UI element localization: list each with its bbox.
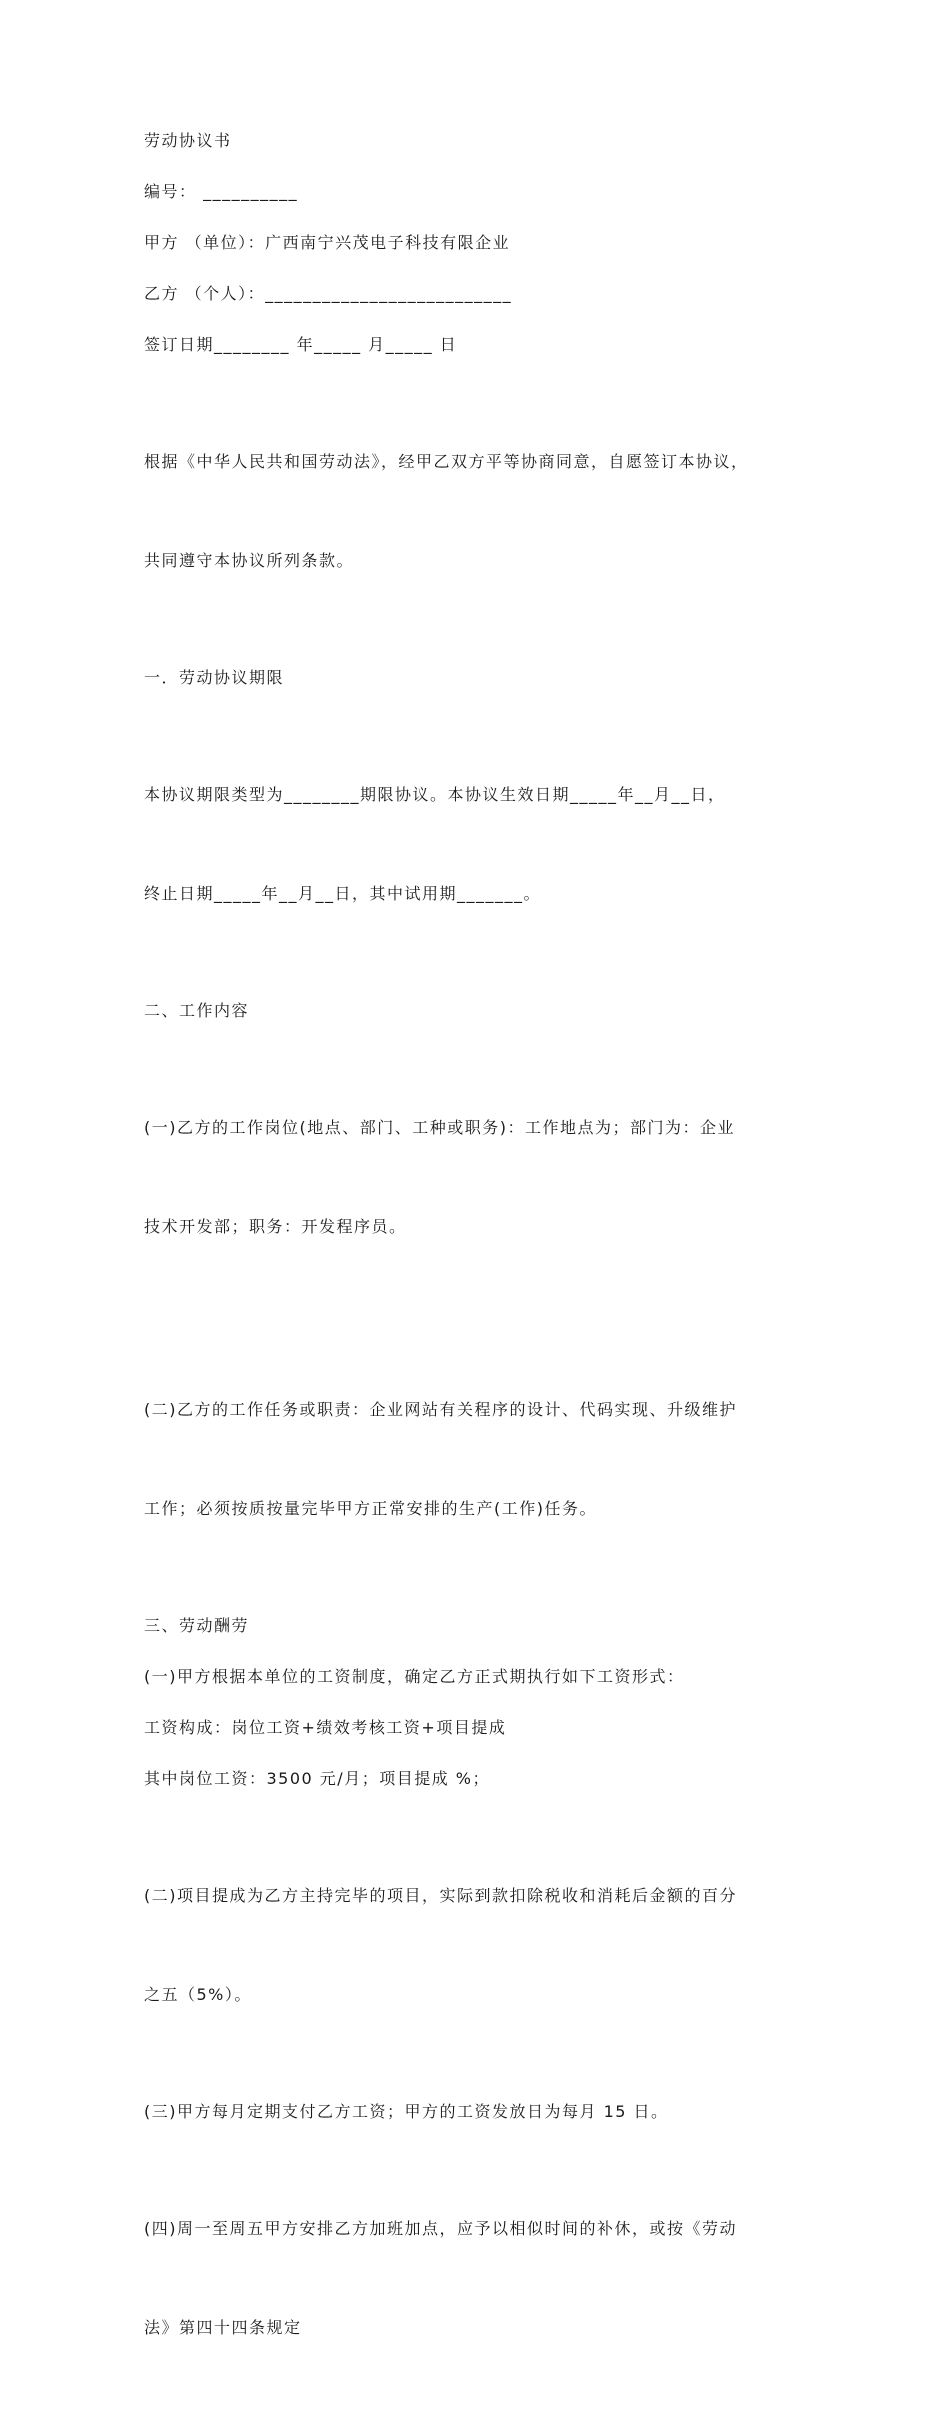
overtime-line: (四)周一至周五甲方安排乙方加班加点，应予以相似时间的补休，或按《劳动 bbox=[144, 2219, 737, 2238]
term-line: 本协议期限类型为________期限协议。本协议生效日期_____年__月__日， bbox=[144, 785, 726, 804]
salary-structure-paragraph: 工资构成：岗位工资+绩效考核工资+项目提成 bbox=[144, 1718, 507, 1737]
term-paragraph bbox=[144, 712, 816, 976]
intro-line: 根据《中华人民共和国劳动法》，经甲乙双方平等协商同意，自愿签订本协议， bbox=[144, 452, 749, 471]
contract-number-line: 编号： __________ bbox=[144, 182, 299, 201]
intro-paragraph bbox=[144, 379, 816, 643]
intro-line: 共同遵守本协议所列条款。 bbox=[144, 551, 355, 570]
work-position-line: 技术开发部；职务：开发程序员。 bbox=[144, 1217, 407, 1236]
sign-date-line: 签订日期________ 年_____ 月_____ 日 bbox=[144, 335, 458, 354]
work-duty-line: 工作；必须按质按量完毕甲方正常安排的生产(工作)任务。 bbox=[144, 1499, 597, 1518]
work-duty-line: (二)乙方的工作任务或职责：企业网站有关程序的设计、代码实现、升级维护 bbox=[144, 1400, 737, 1419]
document-content bbox=[144, 124, 816, 2428]
document-title: 劳动协议书 bbox=[144, 131, 232, 150]
overtime-line: 法》第四十四条规定 bbox=[144, 2318, 302, 2337]
section-heading-pay: 三、劳动酬劳 bbox=[144, 1616, 250, 1635]
work-position-paragraph bbox=[144, 1045, 816, 1309]
party-a-line: 甲方 （单位）：广西南宁兴茂电子科技有限企业 bbox=[144, 233, 511, 252]
party-b-line: 乙方 （个人）：__________________________ bbox=[144, 284, 513, 303]
term-line: 终止日期_____年__月__日，其中试用期_______。 bbox=[144, 884, 542, 903]
payday-paragraph: (三)甲方每月定期支付乙方工资；甲方的工资发放日为每月 15 日。 bbox=[144, 2102, 669, 2121]
work-position-line: (一)乙方的工作岗位(地点、部门、工种或职务)：工作地点为；部门为：企业 bbox=[144, 1118, 735, 1137]
commission-paragraph bbox=[144, 1813, 816, 2077]
commission-line: (二)项目提成为乙方主持完毕的项目，实际到款扣除税收和消耗后金额的百分 bbox=[144, 1886, 737, 1905]
commission-line: 之五（5%）。 bbox=[144, 1985, 252, 2004]
salary-amount-paragraph: 其中岗位工资：3500 元/月；项目提成 %； bbox=[144, 1769, 490, 1788]
section-heading-work: 二、工作内容 bbox=[144, 1001, 250, 1020]
section-heading-term: 一．劳动协议期限 bbox=[144, 668, 285, 687]
overtime-paragraph bbox=[144, 2146, 816, 2410]
work-duty-paragraph bbox=[144, 1327, 816, 1591]
pay-form-paragraph: (一)甲方根据本单位的工资制度，确定乙方正式期执行如下工资形式： bbox=[144, 1667, 685, 1686]
